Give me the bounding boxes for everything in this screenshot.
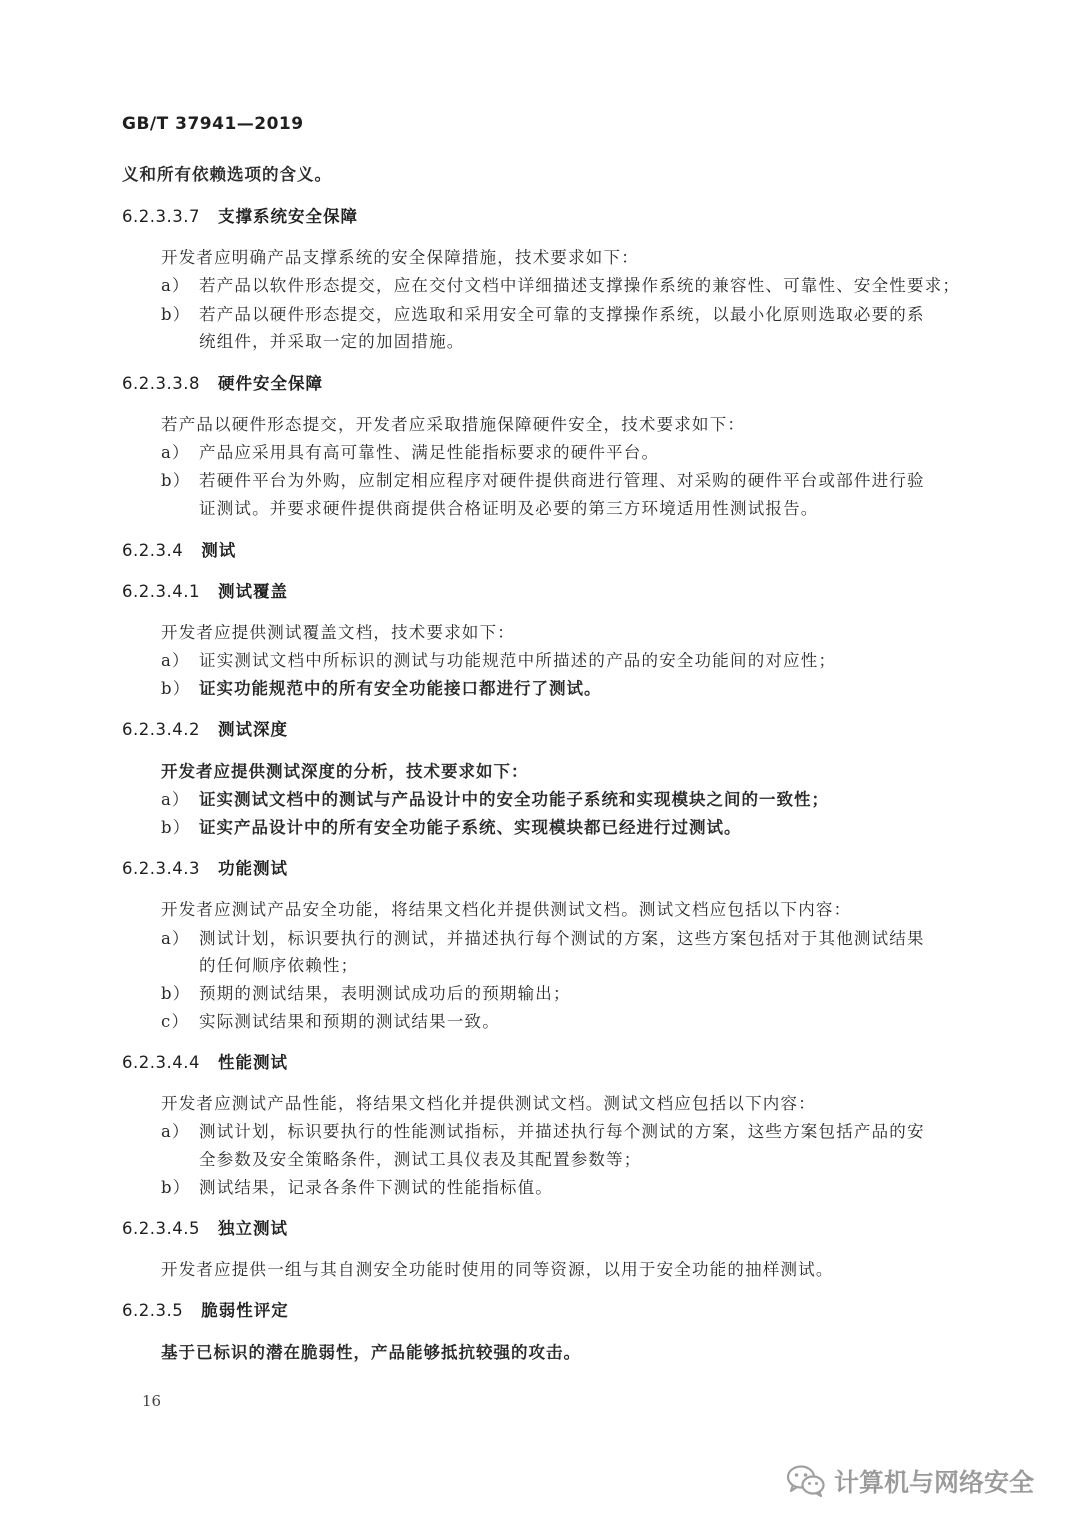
list-text: 证实测试文档中的测试与产品设计中的安全功能子系统和实现模块之间的一致性； [199, 790, 829, 809]
paragraph-intro: 开发者应提供测试深度的分析，技术要求如下： [161, 762, 529, 781]
list-marker: b） [161, 818, 191, 837]
list-text: 产品应采用具有高可靠性、满足性能指标要求的硬件平台。 [199, 443, 660, 462]
list-item-b [161, 817, 742, 839]
list-marker: a） [161, 790, 190, 809]
section-heading-6-2-3-4-2 [122, 719, 288, 741]
section-title: 独立测试 [217, 1219, 288, 1238]
wechat-icon [786, 1464, 826, 1498]
section-heading-6-2-3-4-3 [122, 858, 288, 880]
list-marker: a） [161, 1122, 190, 1141]
paragraph-intro: 开发者应提供测试覆盖文档，技术要求如下： [161, 623, 515, 642]
list-item-c [161, 1011, 500, 1033]
section-number: 6.2.3.4 [122, 541, 184, 560]
section-number: 6.2.3.4.2 [122, 720, 200, 739]
list-marker: a） [161, 443, 190, 462]
list-item-a-continued: 全参数及安全策略条件，测试工具仪表及其配置参数等； [199, 1150, 642, 1169]
section-heading-6-2-3-4-5 [122, 1218, 288, 1240]
list-text: 预期的测试结果，表明测试成功后的预期输出； [199, 984, 571, 1003]
section-title: 性能测试 [217, 1053, 288, 1072]
list-marker: b） [161, 984, 191, 1003]
list-item-b-continued: 统组件，并采取一定的加固措施。 [199, 332, 465, 351]
list-text: 证实产品设计中的所有安全功能子系统、实现模块都已经进行过测试。 [199, 818, 742, 837]
list-item-b [161, 678, 602, 700]
section-heading-6-2-3-5 [122, 1300, 289, 1322]
section-number: 6.2.3.4.3 [122, 859, 200, 878]
list-text: 证实功能规范中的所有安全功能接口都进行了测试。 [199, 679, 602, 698]
list-item-b-continued: 证测试。并要求硬件提供商提供合格证明及必要的第三方环境适用性测试报告。 [199, 499, 819, 518]
page-number: 16 [142, 1392, 162, 1410]
section-number: 6.2.3.3.8 [122, 374, 200, 393]
list-text: 测试计划，标识要执行的测试，并描述执行每个测试的方案，这些方案包括对于其他测试结果 [199, 929, 925, 948]
list-item-a [161, 928, 925, 950]
list-marker: b） [161, 679, 191, 698]
section-title: 测试深度 [217, 720, 288, 739]
paragraph-intro: 开发者应提供一组与其自测安全功能时使用的同等资源，以用于安全功能的抽样测试。 [161, 1260, 834, 1279]
list-item-a [161, 789, 829, 811]
list-text: 测试计划，标识要执行的性能测试指标，并描述执行每个测试的方案，这些方案包括产品的安 [199, 1122, 925, 1141]
section-heading-6-2-3-3-7 [122, 206, 358, 228]
section-title: 硬件安全保障 [217, 374, 323, 393]
section-heading-6-2-3-4-1 [122, 581, 288, 603]
list-marker: a） [161, 276, 190, 295]
section-number: 6.2.3.4.4 [122, 1053, 200, 1072]
section-heading-6-2-3-4-4 [122, 1052, 288, 1074]
paragraph-intro: 开发者应测试产品安全功能，将结果文档化并提供测试文档。测试文档应包括以下内容： [161, 900, 852, 919]
list-marker: b） [161, 1178, 191, 1197]
list-marker: b） [161, 305, 191, 324]
list-marker: b） [161, 471, 191, 490]
paragraph-intro: 开发者应测试产品性能，将结果文档化并提供测试文档。测试文档应包括以下内容： [161, 1094, 816, 1113]
section-title: 支撑系统安全保障 [217, 207, 358, 226]
list-item-a [161, 442, 659, 464]
paragraph-intro: 基于已标识的潜在脆弱性，产品能够抵抗较强的攻击。 [161, 1343, 581, 1362]
list-item-a [161, 650, 836, 672]
section-number: 6.2.3.4.1 [122, 582, 200, 601]
list-item-a [161, 1121, 925, 1143]
list-item-b [161, 983, 571, 1005]
list-marker: c） [161, 1012, 190, 1031]
list-text: 若硬件平台为外购，应制定相应程序对硬件提供商进行管理、对采购的硬件平台或部件进行验 [199, 471, 925, 490]
list-text: 测试结果，记录各条件下测试的性能指标值。 [199, 1178, 553, 1197]
section-number: 6.2.3.3.7 [122, 207, 200, 226]
list-item-b [161, 1177, 553, 1199]
list-item-b [161, 470, 925, 492]
list-item-a [161, 275, 960, 297]
watermark-text: 计算机与网络安全 [834, 1468, 1035, 1497]
watermark [786, 1463, 1034, 1499]
list-item-a-continued: 的任何顺序依赖性； [199, 956, 359, 975]
section-heading-6-2-3-4 [122, 540, 236, 562]
list-item-b [161, 304, 925, 326]
continuation-text: 义和所有依赖选项的含义。 [122, 165, 332, 184]
section-heading-6-2-3-3-8 [122, 373, 323, 395]
list-text: 实际测试结果和预期的测试结果一致。 [199, 1012, 500, 1031]
list-marker: a） [161, 651, 190, 670]
section-title: 测试 [201, 541, 237, 560]
list-text: 若产品以软件形态提交，应在交付文档中详细描述支撑操作系统的兼容性、可靠性、安全性要求； [199, 276, 961, 295]
list-text: 证实测试文档中所标识的测试与功能规范中所描述的产品的安全功能间的对应性； [199, 651, 837, 670]
list-text: 若产品以硬件形态提交，应选取和采用安全可靠的支撑操作系统，以最小化原则选取必要的系 [199, 305, 925, 324]
paragraph-intro: 开发者应明确产品支撑系统的安全保障措施，技术要求如下： [161, 248, 639, 267]
section-number: 6.2.3.5 [122, 1301, 184, 1320]
section-title: 功能测试 [217, 859, 288, 878]
section-number: 6.2.3.4.5 [122, 1219, 200, 1238]
paragraph-intro: 若产品以硬件形态提交，开发者应采取措施保障硬件安全，技术要求如下： [161, 415, 746, 434]
list-marker: a） [161, 929, 190, 948]
section-title: 脆弱性评定 [201, 1301, 289, 1320]
section-title: 测试覆盖 [217, 582, 288, 601]
standard-code: GB/T 37941—2019 [122, 114, 304, 134]
